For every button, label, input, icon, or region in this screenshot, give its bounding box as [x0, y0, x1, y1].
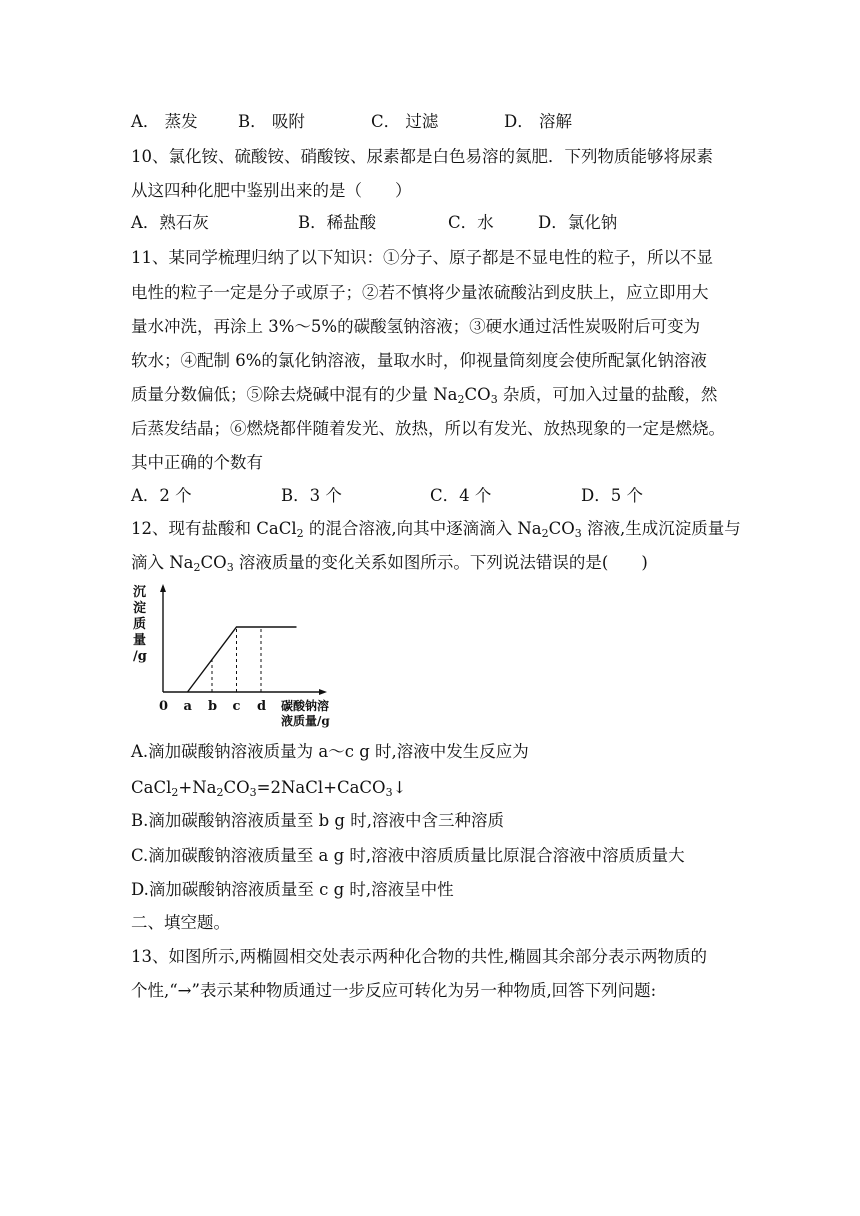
q9-option-a: A． 蒸发 — [131, 112, 198, 131]
q11-option-c: C．4 个 — [430, 486, 492, 505]
x-axis-label-line2: 液质量/g — [281, 714, 330, 728]
x-tick-label: d — [257, 699, 267, 714]
x-tick-label: c — [232, 699, 241, 714]
q11-option-a: A．2 个 — [131, 486, 192, 505]
y-axis-label — [133, 584, 147, 664]
x-tick-label: a — [183, 699, 192, 714]
q12-option-c: C.滴加碳酸钠溶液质量至 a g 时,溶液中溶质质量比原混合溶液中溶质质量大 — [131, 846, 685, 865]
q12-option-d: D.滴加碳酸钠溶液质量至 c g 时,溶液呈中性 — [131, 880, 454, 899]
q11-option-b: B．3 个 — [281, 486, 342, 505]
q9-option-c: C． 过滤 — [371, 112, 439, 131]
y-label-char: /g — [133, 649, 147, 664]
x-axis-label-line1: 碳酸钠溶 — [281, 699, 330, 713]
y-axis-arrow — [160, 584, 166, 592]
q10-option-c: C．水 — [448, 213, 494, 232]
q11-stem-line3: 量水冲洗，再涂上 3%～5%的碳酸氢钠溶液；③硬水通过活性炭吸附后可变为 — [131, 317, 701, 336]
x-axis-arrow — [319, 689, 327, 695]
y-label-char: 淀 — [133, 601, 147, 616]
q11-stem-line6: 后蒸发结晶；⑥燃烧都伴随着发光、放热，所以有发光、放热现象的一定是燃烧。 — [131, 419, 725, 438]
q12-stem-line2: 滴入 $Na_2CO_3$ 溶液质量的变化关系如图所示。下列说法错误的是( ) — [131, 553, 648, 574]
q10-option-d: D．氯化钠 — [538, 213, 618, 232]
y-label-char: 质 — [133, 617, 147, 632]
q13-stem-line2: 个性,“→”表示某种物质通过一步反应可转化为另一种物质,回答下列问题: — [131, 981, 657, 1000]
y-label-char: 量 — [133, 633, 147, 648]
q12-option-a-line1: A.滴加碳酸钠溶液质量为 a～c g 时,溶液中发生反应为 — [131, 742, 529, 761]
section-heading: 二、填空题。 — [131, 913, 230, 932]
origin-label: 0 — [159, 699, 169, 714]
q11-stem-line5: 质量分数偏低；⑤除去烧碱中混有的少量 $Na_2CO_3$ 杂质，可加入过量的盐酸，然 — [131, 385, 718, 406]
q9-option-d: D． 溶解 — [504, 112, 572, 131]
dashed-guides — [212, 627, 261, 692]
q11-stem-line1: 11、某同学梳理归纳了以下知识：①分子、原子都是不显电性的粒子，所以不显 — [131, 248, 713, 267]
q12-option-b: B.滴加碳酸钠溶液质量至 b g 时,溶液中含三种溶质 — [131, 811, 504, 830]
q10-option-a: A．熟石灰 — [131, 213, 209, 232]
q10-option-b: B．稀盐酸 — [298, 213, 377, 232]
q11-stem-line2: 电性的粒子一定是分子或原子；②若不慎将少量浓硫酸沾到皮肤上，应立即用大 — [131, 283, 709, 302]
q12-stem-line1: 12、现有盐酸和 CaCl$_2$ 的混合溶液,向其中逐滴滴入 $Na_2CO_3$ 溶液,生成沉淀质量与 — [131, 519, 741, 540]
precipitation-chart — [131, 582, 341, 732]
y-label-char: 沉 — [133, 585, 147, 600]
x-ticks — [184, 699, 267, 714]
q10-stem-line1: 10、氯化铵、硫酸铵、硝酸铵、尿素都是白色易溶的氮肥．下列物质能够将尿素 — [131, 147, 713, 166]
q12-option-a-line2: $CaCl_2+Na_2CO_3=2NaCl+CaCO_3↓$ — [131, 778, 407, 799]
precipitate-curve — [188, 627, 297, 692]
q11-stem-line4: 软水；④配制 6%的氯化钠溶液，量取水时，仰视量筒刻度会使所配氯化钠溶液 — [131, 351, 707, 370]
q11-option-d: D．5 个 — [581, 486, 643, 505]
q10-stem-line2: 从这四种化肥中鉴别出来的是（ ） — [131, 181, 412, 200]
q13-stem-line1: 13、如图所示,两椭圆相交处表示两种化合物的共性,椭圆其余部分表示两物质的 — [131, 947, 707, 966]
x-tick-label: b — [208, 699, 218, 714]
q11-stem-line7: 其中正确的个数有 — [131, 453, 263, 472]
q9-option-b: B． 吸附 — [238, 112, 305, 131]
